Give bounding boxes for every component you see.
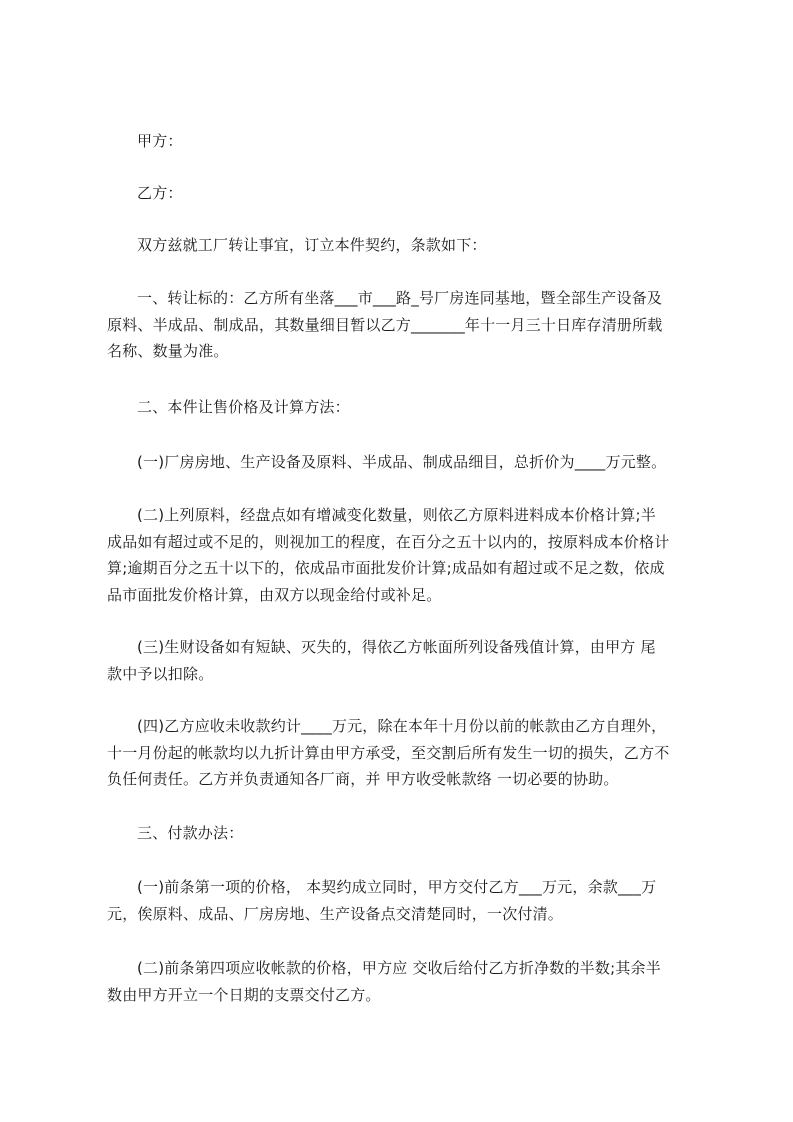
clause-2-item-2-line: (二)上列原料，经盘点如有增减变化数量，则依乙方原料进料成本价格计算;半 [137, 506, 656, 524]
intro-paragraph [107, 232, 707, 259]
clause-2-heading: 二、本件让售价格及计算方法： [137, 398, 350, 416]
clause-3-item-1-line: (一)前条第一项的价格， 本契约成立同时，甲方交付乙方___万元，余款___万 [137, 878, 657, 896]
party-b-label: 乙方： [137, 184, 183, 202]
clause-3-item-1 [107, 874, 707, 927]
clause-2-item-2-line: 品市面批发价格计算，由双方以现金给付或补足。 [107, 585, 442, 604]
clause-3-heading: 三、付款办法： [137, 824, 244, 842]
clause-1-line: 原料、半成品、制成品，其数量细目暂以乙方_______年十一月三十日库存清册所载 [107, 315, 663, 334]
clause-2-item-2-line: 算;逾期百分之五十以下的，依成品市面批发价计算;成品如有超过或不足之数，依成 [107, 559, 665, 577]
clause-2-item-1 [107, 449, 707, 476]
clause-1-line: 一、转让标的：乙方所有坐落___市___路_号厂房连同基地，暨全部生产设备及 [137, 289, 663, 307]
clause-2-item-3-line: 款中予以扣除。 [107, 664, 214, 683]
clause-2-item-2-line: 成品如有超过或不足的，则视加工的程度，在百分之五十以内的，按原料成本价格计 [107, 532, 670, 551]
party-a-label: 甲方： [137, 132, 183, 150]
clause-2-item-1-line: (一)厂房房地、生产设备及原料、半成品、制成品细目，总折价为____万元整。 [137, 453, 667, 471]
clause-2-item-3 [107, 634, 707, 687]
clause-2-item-4-line: 十一月份起的帐款均以九折计算由甲方承受，至交割后所有发生一切的损失，乙方不 [107, 743, 670, 762]
clause-2-title [107, 394, 707, 421]
clause-2-item-4-line: 负任何责任。乙方并负责通知各厂商，并 甲方收受帐款络 一切必要的协助。 [107, 770, 619, 788]
party-a-line [107, 128, 707, 155]
clause-3-item-2 [107, 955, 707, 1008]
clause-2-item-2 [107, 502, 707, 608]
clause-2-item-4 [107, 713, 707, 793]
clause-1 [107, 285, 707, 365]
clause-3-title [107, 820, 707, 847]
clause-2-item-4-line: (四)乙方应收未收款约计____万元，除在本年十月份以前的帐款由乙方自理外， [137, 717, 667, 735]
clause-2-item-3-line: (三)生财设备如有短缺、灭失的，得依乙方帐面所列设备残值计算，由甲方 尾 [137, 638, 656, 656]
clause-3-item-1-line: 元，俟原料、成品、厂房房地、生产设备点交清楚同时，一次付清。 [107, 904, 564, 923]
clause-1-line: 名称、数量为准。 [107, 342, 229, 360]
clause-3-item-2-line: (二)前条第四项应收帐款的价格，甲方应 交收后给付乙方折净数的半数;其余半 [137, 959, 661, 977]
party-b-line [107, 180, 707, 207]
clause-3-item-2-line: 数由甲方开立一个日期的支票交付乙方。 [107, 985, 381, 1004]
intro-text: 双方兹就工厂转让事宜，订立本件契约，条款如下： [137, 236, 487, 254]
